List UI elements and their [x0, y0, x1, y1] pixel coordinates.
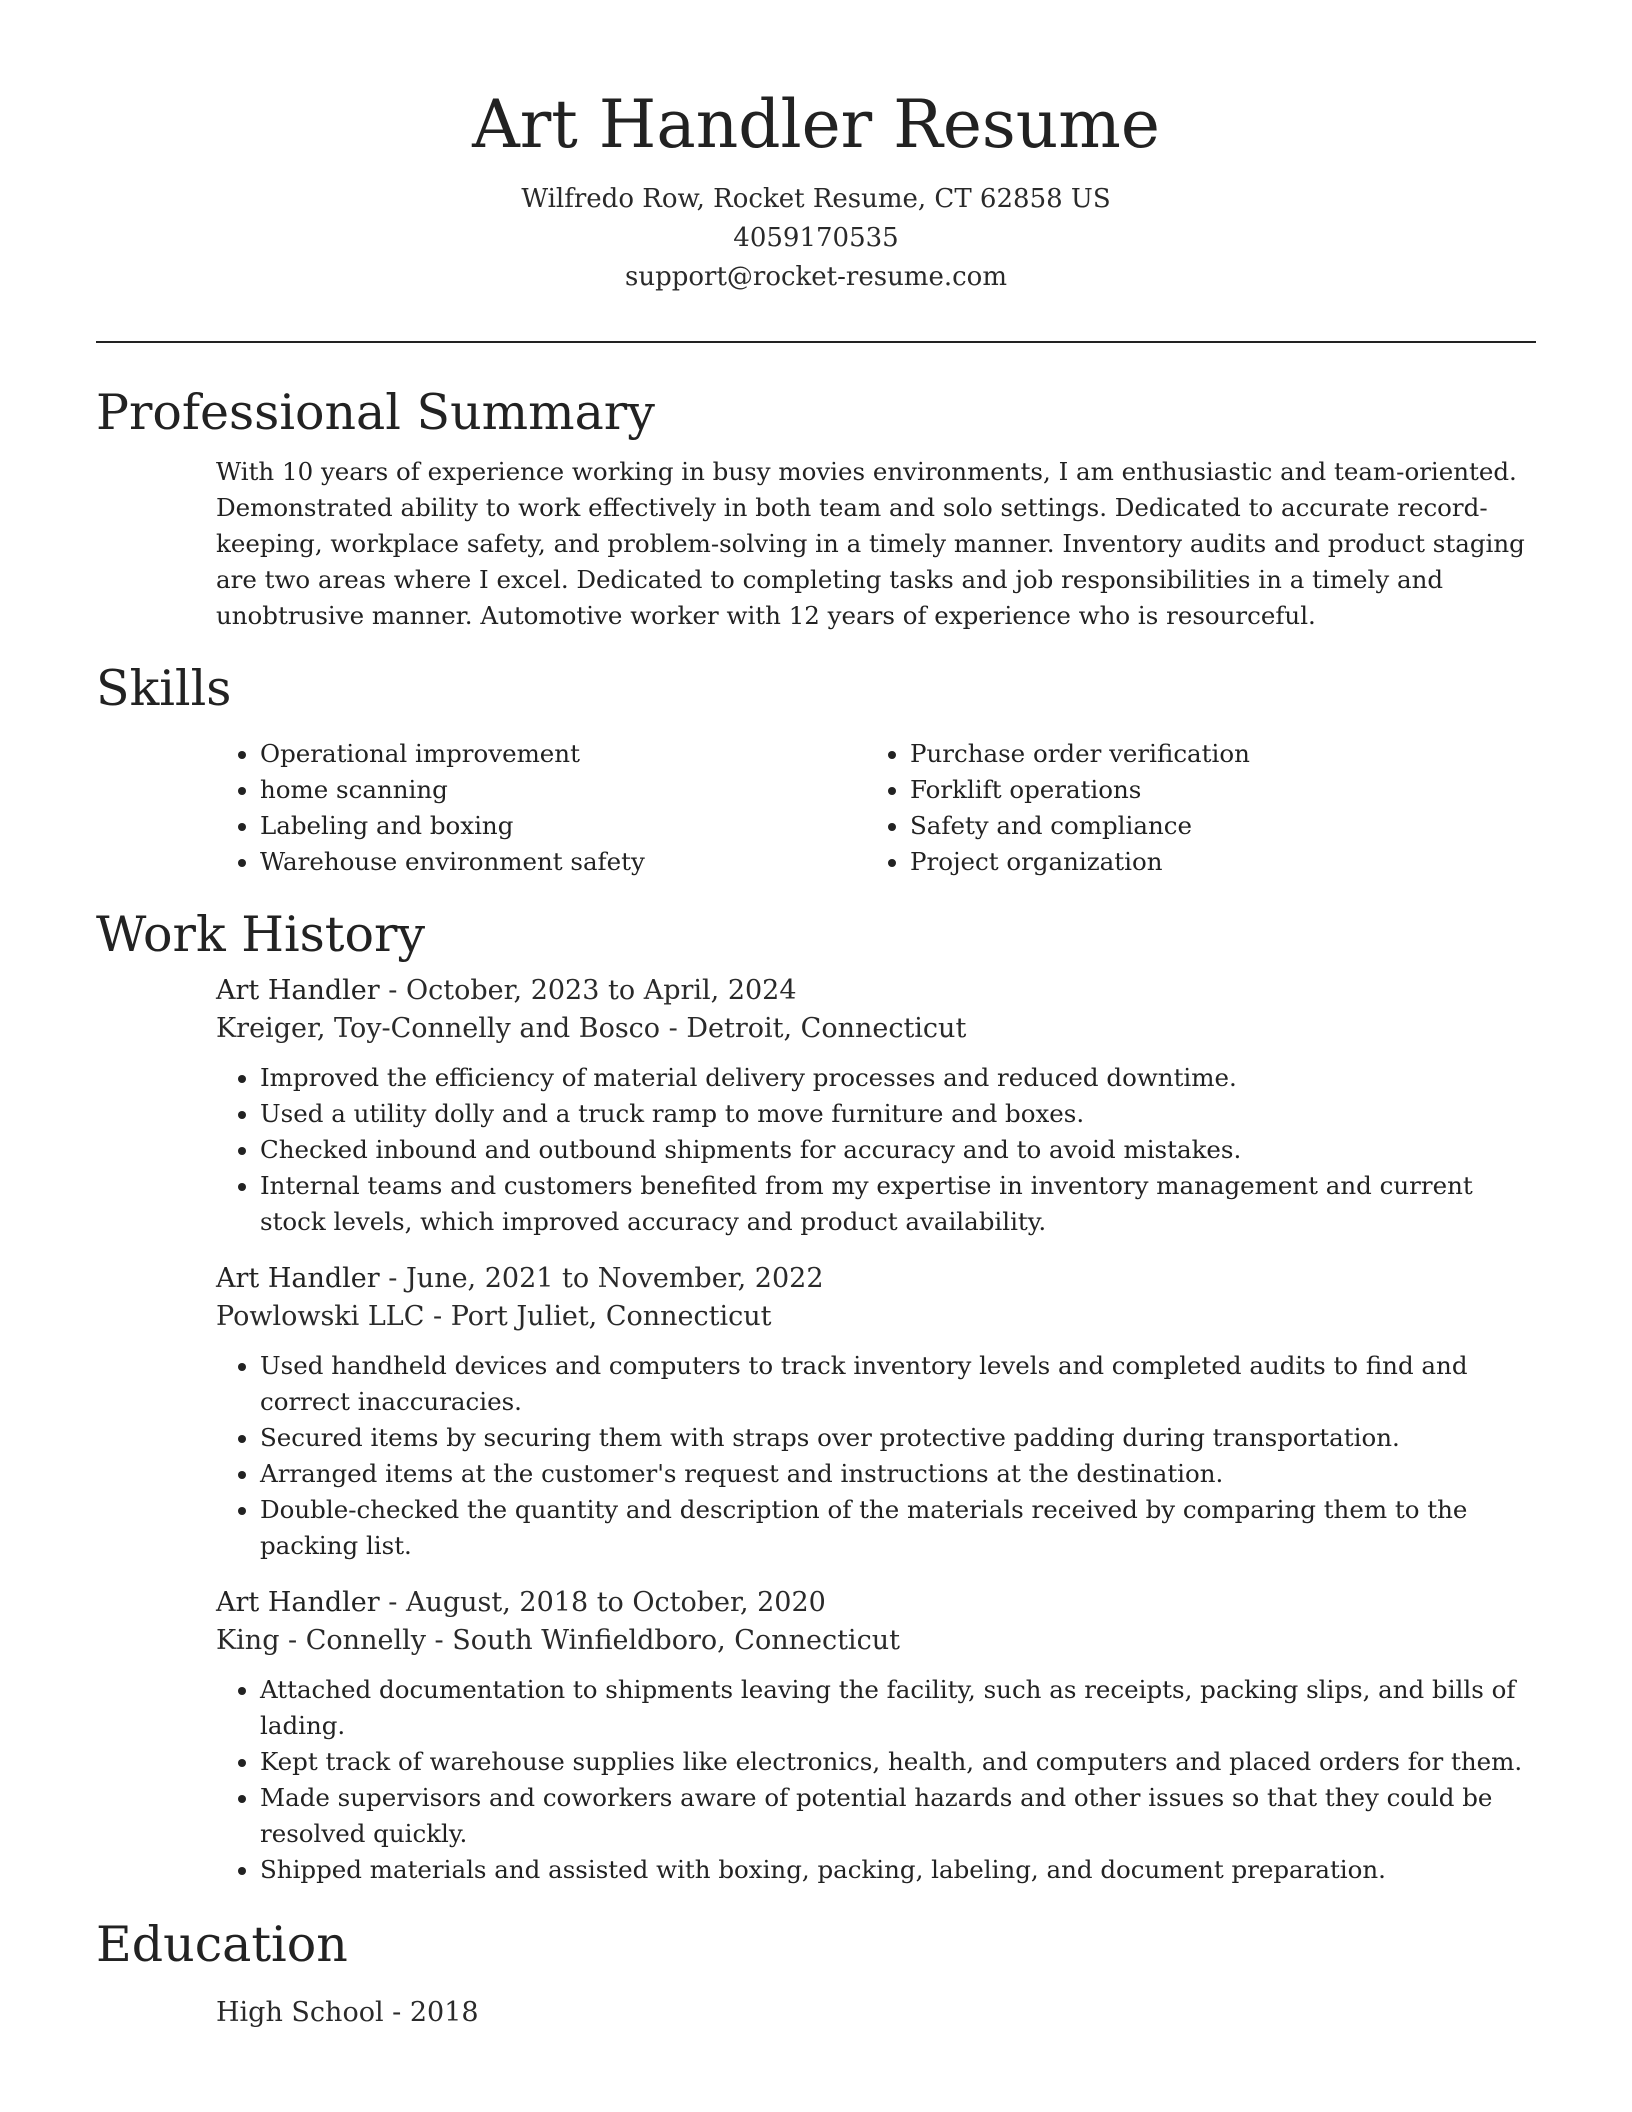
job-bullet: • Improved the efficiency of material delivery processes and reduced downtime. — [260, 1060, 1536, 1096]
summary-text: With 10 years of experience working in busy movies environments, I am enthusiastic and team-oriented. Demonstrated ability to work effectively in both team and solo settings. Dedicated to accurate record-keeping, workplace safety, and problem-solving in a timely manner. Inventory audits and product staging are two areas where I excel. Dedicated to completing tasks and job responsibilities in a timely and unobtrusive manner. Automotive worker with 12 years of experience who is resourceful. — [216, 457, 1525, 630]
job-company-line — [216, 1298, 1536, 1336]
job-bullet: • Used handheld devices and computers to track inventory levels and completed audits to find and correct inaccuracies. — [260, 1348, 1536, 1420]
job-bullets — [216, 1060, 1536, 1240]
skills-list-left — [216, 736, 866, 880]
job-bullet: • Kept track of warehouse supplies like electronics, health, and computers and placed orders for them. — [260, 1744, 1536, 1780]
job-bullets — [216, 1672, 1536, 1888]
job-dates: - August, 2018 to October, 2020 — [379, 1587, 826, 1618]
job-bullet: • Shipped materials and assisted with boxing, packing, labeling, and document preparation. — [260, 1852, 1536, 1888]
skill-item: • Labeling and boxing — [260, 808, 866, 844]
job-entry — [216, 972, 1536, 1240]
job-bullets — [216, 1348, 1536, 1564]
job-location: - Detroit, Connecticut — [660, 1013, 967, 1044]
job-title: Art Handler — [216, 975, 380, 1006]
education-section — [96, 1908, 1536, 2032]
job-bullet: • Internal teams and customers benefited from my expertise in inventory management and current stock levels, which improved accuracy and product availability. — [260, 1168, 1536, 1240]
education-degree: High School — [216, 1997, 384, 2028]
education-entry — [216, 1994, 1536, 2032]
job-dates: - June, 2021 to November, 2022 — [379, 1263, 824, 1294]
education-year: - 2018 — [383, 1997, 479, 2028]
job-entry — [216, 1260, 1536, 1564]
job-title-line — [216, 1584, 1536, 1622]
skill-item: • Purchase order verification — [910, 736, 1516, 772]
skill-item: • Forklift operations — [910, 772, 1516, 808]
summary-heading: Professional Summary — [96, 384, 655, 441]
contact-phone: 4059170535 — [733, 223, 899, 253]
skills-heading: Skills — [96, 660, 232, 717]
skill-item: • Project organization — [910, 844, 1516, 880]
education-degree-line — [216, 1994, 1536, 2032]
skill-item: • home scanning — [260, 772, 866, 808]
contact-address: Wilfredo Row, Rocket Resume, CT 62858 US — [521, 184, 1111, 214]
skills-grid — [216, 736, 1536, 880]
education-heading: Education — [96, 1916, 348, 1973]
job-bullet: • Used a utility dolly and a truck ramp to move furniture and boxes. — [260, 1096, 1536, 1132]
job-bullet: • Secured items by securing them with straps over protective padding during transportation. — [260, 1420, 1536, 1456]
skills-list-right — [866, 736, 1516, 880]
skills-section — [96, 652, 1536, 880]
job-company: King - Connelly — [216, 1625, 426, 1656]
resume-title: Art Handler Resume — [472, 86, 1160, 163]
job-bullet: • Double-checked the quantity and description of the materials received by comparing them to the packing list. — [260, 1492, 1536, 1564]
job-company-line — [216, 1010, 1536, 1048]
work-history-section — [96, 898, 1536, 1888]
job-bullet: • Attached documentation to shipments leaving the facility, such as receipts, packing slips, and bills of lading. — [260, 1672, 1536, 1744]
job-company-line — [216, 1622, 1536, 1660]
skill-item: • Safety and compliance — [910, 808, 1516, 844]
job-bullet: • Made supervisors and coworkers aware of potential hazards and other issues so that they could be resolved quickly. — [260, 1780, 1536, 1852]
contact-email: support@rocket-resume.com — [624, 262, 1007, 292]
job-title: Art Handler — [216, 1587, 380, 1618]
job-bullet: • Checked inbound and outbound shipments for accuracy and to avoid mistakes. — [260, 1132, 1536, 1168]
resume-content — [96, 376, 1536, 2032]
job-bullet: • Arranged items at the customer's request and instructions at the destination. — [260, 1456, 1536, 1492]
skill-item: • Operational improvement — [260, 736, 866, 772]
job-title-line — [216, 1260, 1536, 1298]
resume-header — [96, 80, 1536, 297]
job-dates: - October, 2023 to April, 2024 — [379, 975, 797, 1006]
skill-item: • Warehouse environment safety — [260, 844, 866, 880]
header-divider — [96, 341, 1536, 343]
work-history-heading: Work History — [96, 906, 426, 963]
job-company: Kreiger, Toy-Connelly and Bosco — [216, 1013, 661, 1044]
job-entry — [216, 1584, 1536, 1888]
job-location: - Port Juliet, Connecticut — [424, 1301, 772, 1332]
job-title: Art Handler — [216, 1263, 380, 1294]
job-title-line — [216, 972, 1536, 1010]
job-company: Powlowski LLC — [216, 1301, 425, 1332]
summary-section — [96, 376, 1536, 634]
job-location: - South Winfieldboro, Connecticut — [425, 1625, 900, 1656]
